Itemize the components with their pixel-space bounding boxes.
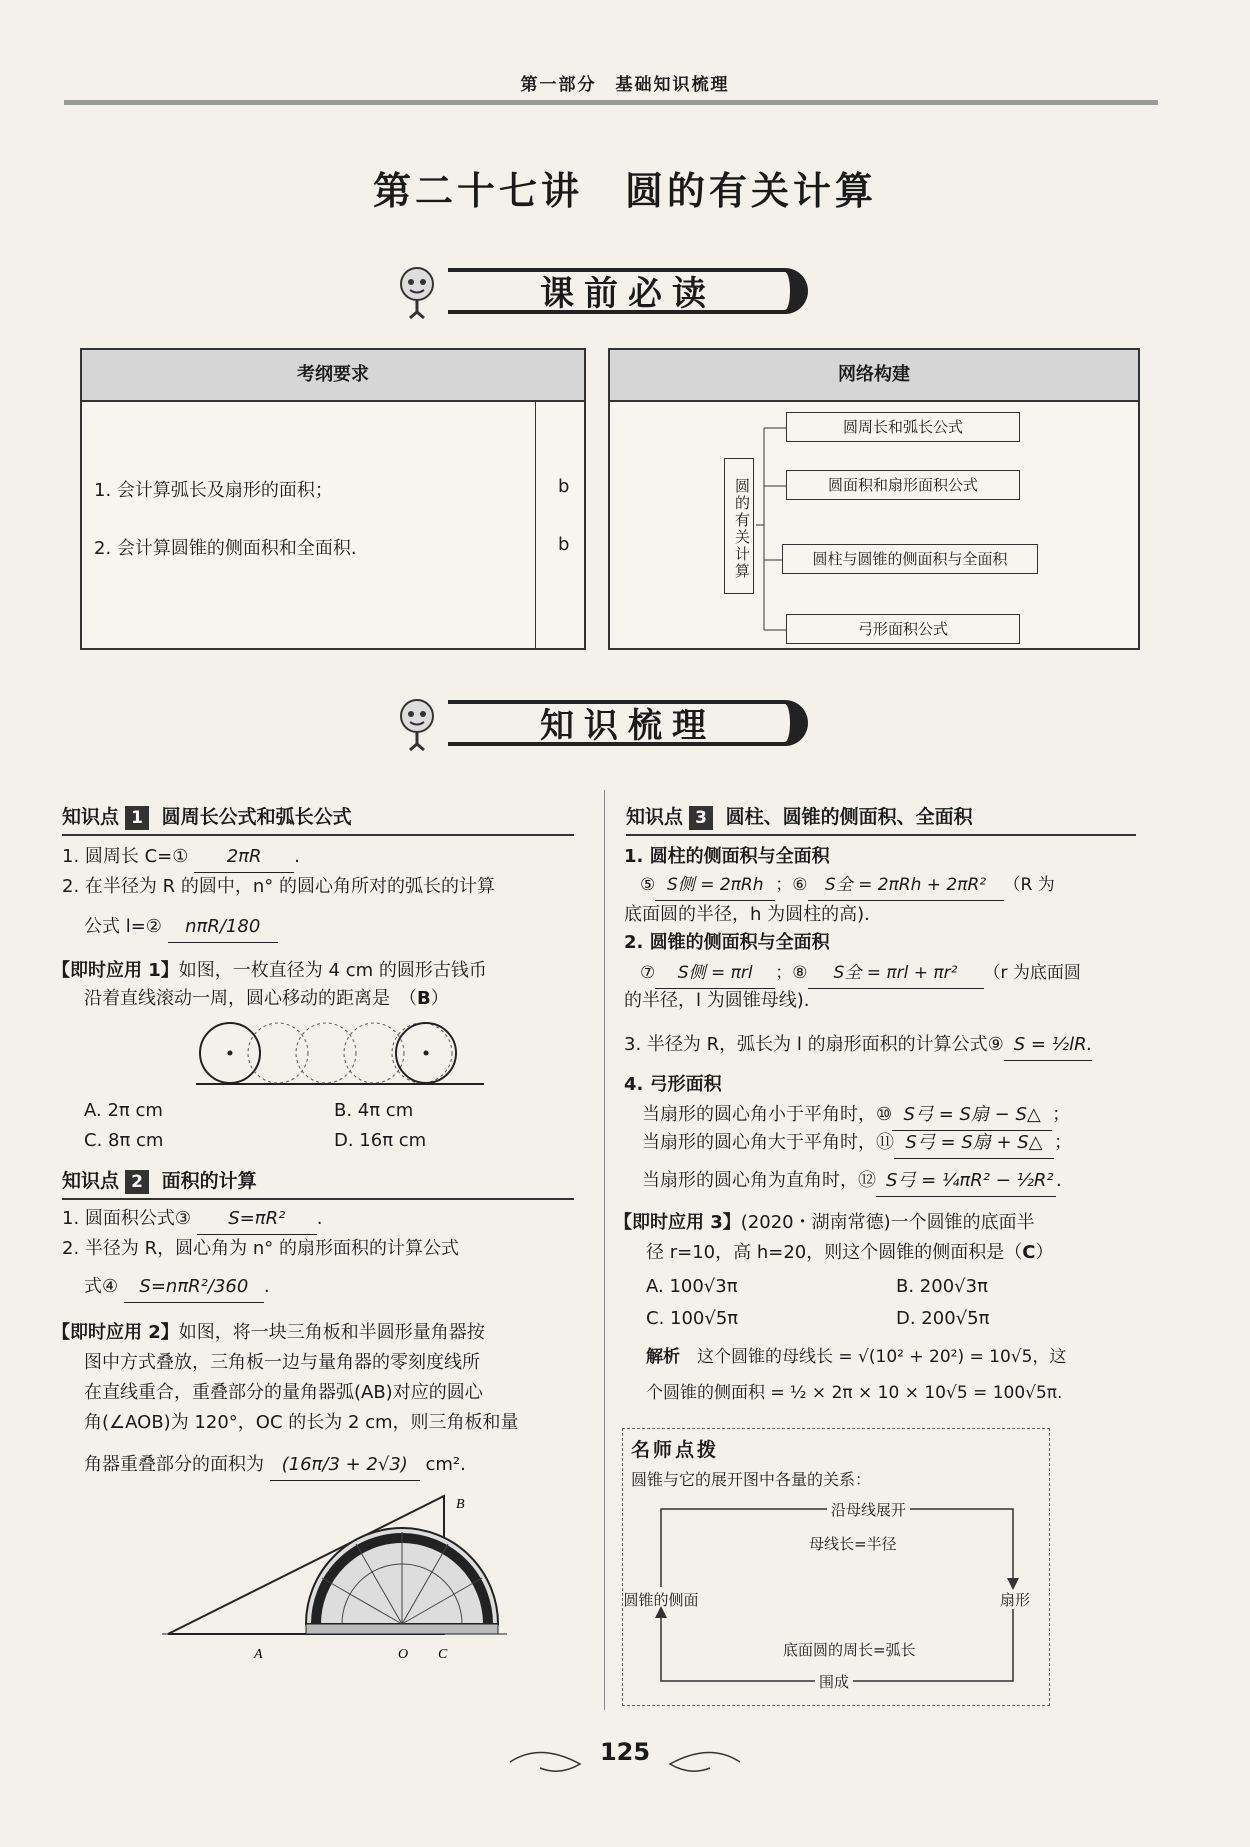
- fig-label-b: B: [456, 1497, 465, 1512]
- fig-label-a: A: [254, 1647, 263, 1662]
- kp3-label: 知识点: [626, 806, 684, 828]
- syllabus-box: [80, 348, 586, 650]
- app2-line4: 角(∠AOB)为 120°，OC 的长为 2 cm，则三角板和量: [84, 1412, 519, 1433]
- tips-eq1: 母线长=半径: [809, 1535, 897, 1553]
- answer-8: S全 = πrl + πr²: [808, 958, 984, 989]
- tips-flow-arrows: [623, 1429, 1049, 1705]
- network-node-2: 圆面积和扇形面积公式: [786, 470, 1020, 500]
- kp3-s1-line: ⑤ S侧 = 2πRh ；⑥ S全 = 2πRh + 2πR² （R 为: [640, 870, 1055, 901]
- lecture-title: 第二十七讲 圆的有关计算: [372, 169, 877, 213]
- answer-9: S = ½lR.: [1004, 1030, 1092, 1061]
- tips-top-label: 沿母线展开: [827, 1499, 910, 1520]
- kp2-line1: 1. 圆面积公式③ S=πR² .: [62, 1204, 323, 1235]
- mascot-icon: [388, 262, 446, 320]
- app1-option-a: A. 2π cm: [84, 1100, 163, 1121]
- syllabus-heading: 考纲要求: [82, 350, 584, 402]
- answer-6: S全 = 2πRh + 2πR²: [808, 870, 1004, 901]
- kp3-s2-line: ⑦ S侧 = πrl ；⑧ S全 = πrl + πr² （r 为底面圆: [640, 958, 1081, 989]
- fig-label-c: C: [438, 1647, 448, 1662]
- tips-box: [622, 1428, 1050, 1706]
- network-heading: 网络构建: [610, 350, 1138, 402]
- app2-line1: 【即时应用 2】如图，将一块三角板和半圆形量角器按: [52, 1322, 485, 1343]
- kp2-line2: 2. 半径为 R，圆心角为 n° 的扇形面积的计算公式: [62, 1238, 459, 1259]
- kp1-rule: [62, 834, 574, 836]
- app3-option-c: C. 100√5π: [646, 1308, 739, 1329]
- kp3-s2-note: 的半径，l 为圆锥母线).: [624, 990, 810, 1011]
- app1-option-c: C. 8π cm: [84, 1130, 164, 1151]
- answer-2: nπR/180: [168, 912, 278, 943]
- kp3-s1-note: 底面圆的半径，h 为圆柱的高).: [624, 904, 870, 925]
- network-brace: [756, 410, 786, 640]
- tips-right-node: 扇形: [999, 1591, 1030, 1609]
- answer-12: S弓 = ¼πR² − ½R²: [876, 1166, 1056, 1197]
- answer-1: 2πR: [194, 842, 294, 873]
- kp1-line2: 2. 在半径为 R 的圆中，n° 的圆心角所对的弧长的计算: [62, 876, 495, 897]
- kp3-s4-line3: 当扇形的圆心角为直角时，⑫ S弓 = ¼πR² − ½R² .: [642, 1166, 1062, 1197]
- kp3-title: 圆柱、圆锥的侧面积、全面积: [725, 806, 973, 828]
- syllabus-item-1: 1. 会计算弧长及扇形的面积；: [94, 480, 333, 501]
- kp1-number: 1: [125, 806, 149, 830]
- kp1-title: 圆周长公式和弧长公式: [161, 806, 352, 828]
- app1-line1: 【即时应用 1】如图，一枚直径为 4 cm 的圆形古钱币: [52, 960, 487, 981]
- app2-answer: (16π/3 + 2√3): [270, 1450, 420, 1481]
- app2-line3: 在直线重合，重叠部分的量角器弧(AB)对应的圆心: [84, 1382, 483, 1403]
- banner-knowledge-text: 知识梳理: [540, 706, 716, 746]
- column-divider: [604, 790, 605, 1710]
- tips-bottom-label: 围成: [815, 1671, 853, 1692]
- app3-line2: 径 r=10，高 h=20，则这个圆锥的侧面积是（C）: [646, 1242, 1054, 1263]
- app3-line1: 【即时应用 3】(2020・湖南常德)一个圆锥的底面半: [614, 1212, 1035, 1233]
- rolling-coin-figure: [192, 1022, 488, 1086]
- kp3-rule: [626, 834, 1136, 836]
- network-box: [608, 348, 1140, 650]
- tips-intro: 圆锥与它的展开图中各量的关系：: [631, 1470, 872, 1489]
- tips-heading: 名师点拨: [631, 1439, 720, 1461]
- banner-knowledge: [388, 694, 828, 752]
- app3-answer: C: [1022, 1242, 1036, 1263]
- kp1-line1: 1. 圆周长 C=① 2πR .: [62, 842, 300, 873]
- app2-line5: 角器重叠部分的面积为 (16π/3 + 2√3) cm².: [84, 1450, 466, 1481]
- kp2-rule: [62, 1198, 574, 1200]
- banner-pre-reading: [388, 262, 828, 320]
- kp2-label: 知识点: [62, 1170, 120, 1192]
- app3-option-d: D. 200√5π: [896, 1308, 990, 1329]
- syllabus-item-2: 2. 会计算圆锥的侧面积和全面积.: [94, 538, 357, 559]
- answer-3: S=πR²: [197, 1204, 317, 1235]
- kp2-number: 2: [125, 1170, 149, 1194]
- app3-option-a: A. 100√3π: [646, 1276, 738, 1297]
- solution-line2: 个圆锥的侧面积 = ½ × 2π × 10 × 10√5 = 100√5π.: [646, 1383, 1063, 1403]
- answer-11: S弓 = S扇 + S△: [894, 1128, 1054, 1159]
- kp3-number: 3: [689, 806, 713, 830]
- app3-option-b: B. 200√3π: [896, 1276, 988, 1297]
- kp3-s3: 3. 半径为 R，弧长为 l 的扇形面积的计算公式⑨ S = ½lR.: [624, 1030, 1092, 1061]
- banner-pre-reading-text: 课前必读: [540, 274, 716, 314]
- protractor-figure: [162, 1488, 512, 1664]
- kp3-s1: 1. 圆柱的侧面积与全面积: [624, 846, 830, 867]
- network-node-3: 圆柱与圆锥的侧面积与全面积: [782, 544, 1038, 574]
- tips-eq2: 底面圆的周长=弧长: [783, 1641, 916, 1659]
- kp3-s2: 2. 圆锥的侧面积与全面积: [624, 932, 830, 953]
- kp3-s4-line2: 当扇形的圆心角大于平角时，⑪ S弓 = S扇 + S△ ；: [642, 1128, 1072, 1159]
- solution-line1: 解析 这个圆锥的母线长 = √(10² + 20²) = 10√5，这: [646, 1347, 1067, 1367]
- network-root: 圆的有关计算: [724, 458, 754, 594]
- answer-4: S=nπR²/360: [124, 1272, 264, 1303]
- kp2-line3: 式④ S=nπR²/360 .: [84, 1272, 270, 1303]
- answer-7: S侧 = πrl: [655, 958, 775, 989]
- answer-10: S弓 = S扇 − S△: [892, 1100, 1052, 1131]
- network-node-4: 弓形面积公式: [786, 614, 1020, 644]
- app1-option-b: B. 4π cm: [334, 1100, 414, 1121]
- page-number: 125: [599, 1738, 651, 1766]
- kp2-title: 面积的计算: [161, 1170, 257, 1192]
- syllabus-level-1: b: [558, 476, 570, 497]
- syllabus-level-2: b: [558, 534, 570, 555]
- kp3-s4-line1: 当扇形的圆心角小于平角时，⑩ S弓 = S扇 − S△ ；: [642, 1100, 1070, 1131]
- network-node-1: 圆周长和弧长公式: [786, 412, 1020, 442]
- app1-option-d: D. 16π cm: [334, 1130, 427, 1151]
- kp2-heading: [62, 1166, 257, 1194]
- app2-line2: 图中方式叠放，三角板一边与量角器的零刻度线所: [84, 1352, 480, 1373]
- app1-answer: B: [417, 988, 431, 1009]
- app1-line2: 沿着直线滚动一周，圆心移动的距离是 （B）: [84, 988, 449, 1009]
- kp3-s4: 4. 弓形面积: [624, 1074, 722, 1095]
- running-header: 第一部分 基础知识梳理: [520, 75, 730, 95]
- kp1-heading: [62, 802, 352, 830]
- kp1-label: 知识点: [62, 806, 120, 828]
- tips-left-node: 圆锥的侧面: [623, 1591, 699, 1609]
- kp1-line3: 公式 l=② nπR/180: [84, 912, 278, 943]
- answer-5: S侧 = 2πRh: [655, 870, 775, 901]
- fig-label-o: O: [398, 1647, 409, 1662]
- mascot-icon: [388, 694, 446, 752]
- kp3-heading: [626, 802, 973, 830]
- header-divider: [64, 100, 1158, 105]
